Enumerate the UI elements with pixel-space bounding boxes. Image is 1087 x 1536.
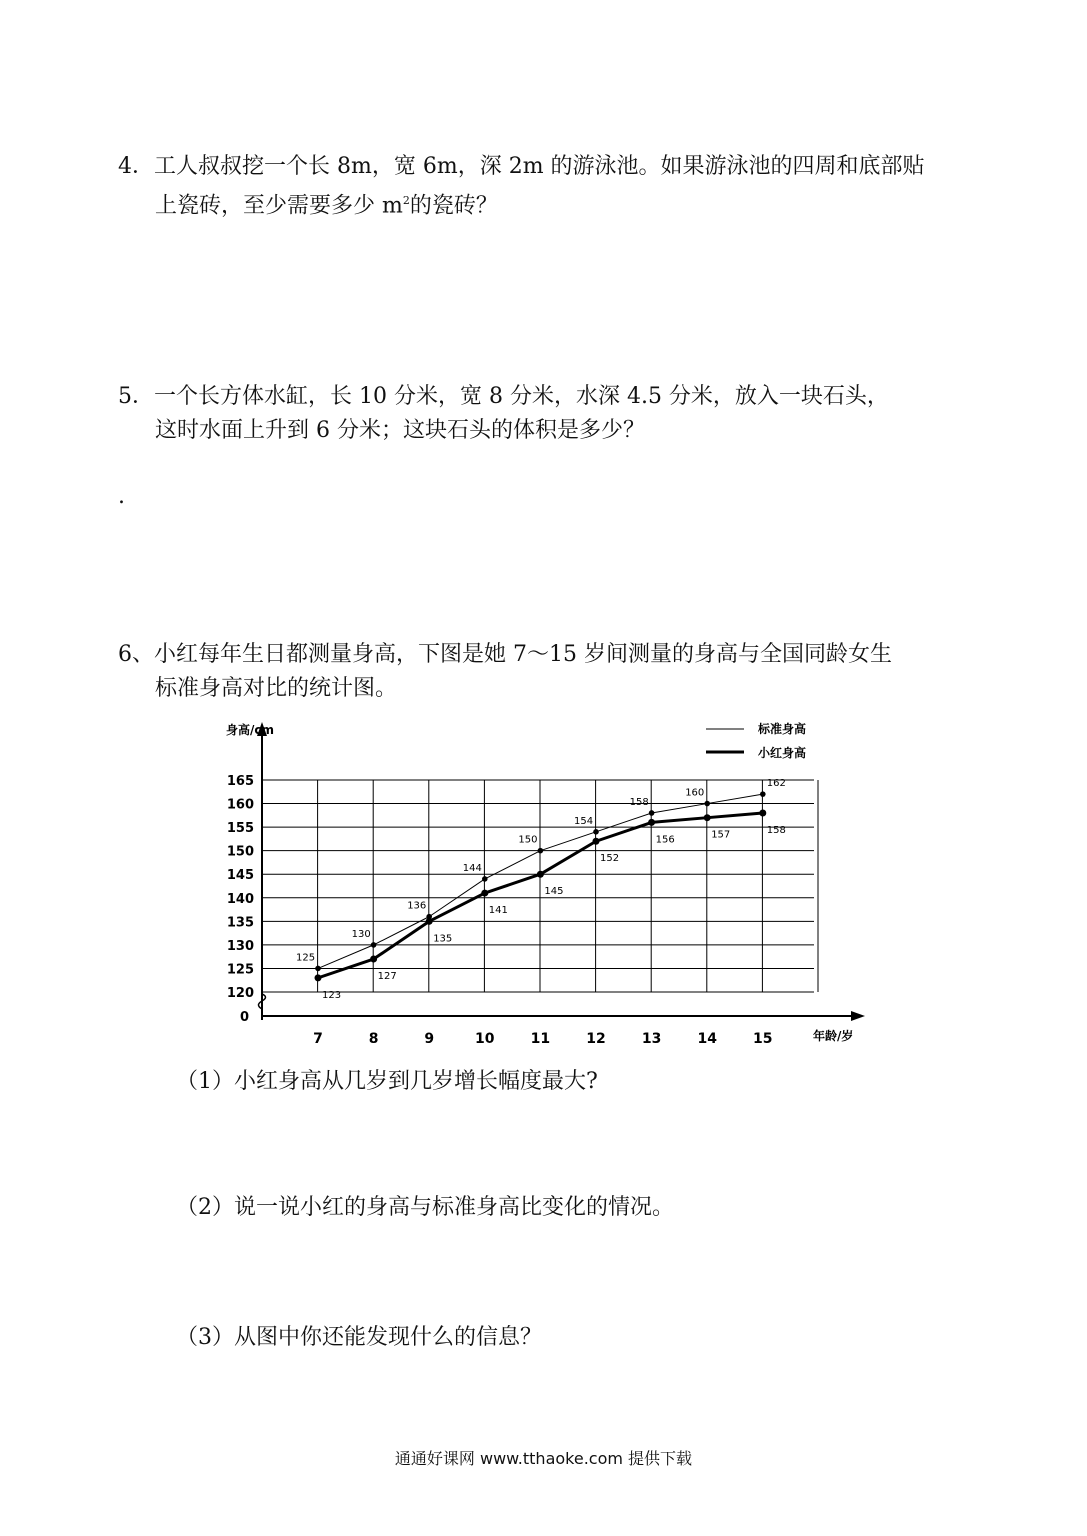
height-comparison-chart: [210, 712, 890, 1052]
stray-dot: .: [118, 484, 125, 509]
x-tick-label: 8: [368, 1031, 379, 1047]
data-label-xiaohong: 135: [433, 933, 453, 945]
y-tick-label: 155: [226, 821, 254, 837]
data-label-xiaohong: 123: [322, 989, 342, 1001]
footer-credit: 通通好课网 www.tthaoke.com 提供下载: [394, 1449, 693, 1468]
data-label-xiaohong: 156: [655, 834, 675, 846]
question-5-line-2: 这时水面上升到 6 分米；这块石头的体积是多少？: [155, 418, 645, 443]
data-point-standard: [760, 791, 766, 797]
x-tick-label: 12: [586, 1031, 606, 1047]
question-4-line-2-text: 上瓷砖，至少需要多少 m: [155, 193, 403, 219]
data-point-xiaohong: [370, 956, 377, 963]
question-4: [118, 150, 925, 223]
x-tick-label: 14: [697, 1031, 717, 1047]
x-tick-label: 11: [530, 1031, 551, 1047]
x-tick-labels: [313, 1031, 772, 1047]
legend-label-xiaohong: 小红身高: [758, 746, 807, 760]
data-label-standard: 125: [296, 952, 316, 964]
data-label-xiaohong: 141: [488, 905, 508, 917]
y-tick-label: 150: [226, 844, 254, 860]
y-axis-title: 身高/cm: [226, 723, 275, 737]
x-tick-label: 7: [313, 1031, 323, 1047]
data-point-xiaohong: [648, 819, 655, 826]
grid: [262, 780, 818, 992]
legend: [706, 721, 806, 760]
data-label-standard: 144: [462, 862, 482, 874]
data-point-standard: [315, 966, 321, 972]
question-6: [118, 638, 892, 706]
x-axis-arrow: [851, 1011, 865, 1021]
data-label-standard: 160: [685, 787, 705, 799]
y-tick-label: 120: [226, 986, 254, 1001]
question-4-line-1: 4．工人叔叔挖一个长 8m，宽 6m，深 2m 的游泳池。如果游泳池的四周和底部贴: [118, 154, 925, 179]
data-point-xiaohong: [481, 890, 488, 897]
data-point-standard: [482, 876, 488, 882]
y-tick-label: 130: [226, 938, 254, 954]
data-label-xiaohong: 158: [766, 824, 786, 836]
data-label-xiaohong: 157: [711, 829, 731, 841]
data-label-standard: 154: [574, 815, 594, 827]
y-tick-label: 135: [226, 915, 254, 931]
question-6-line-2: 标准身高对比的统计图。: [155, 676, 398, 701]
data-point-standard: [371, 942, 377, 948]
y-tick-label: 125: [226, 962, 254, 978]
y-tick-label: 140: [226, 891, 254, 907]
question-6-line-1: 6、小红每年生日都测量身高，下图是她 7～15 岁间测量的身高与全国同龄女生: [118, 642, 892, 667]
sub-question-2: （2）说一说小红的身高与标准身高比变化的情况。: [176, 1195, 674, 1220]
square-superscript: 2: [402, 194, 410, 207]
data-point-xiaohong: [315, 974, 322, 981]
question-5: [118, 380, 889, 448]
x-tick-label: 10: [475, 1031, 495, 1047]
question-5-line-1: 5．一个长方体水缸，长 10 分米，宽 8 分米，水深 4.5 分米，放入一块石头，: [118, 384, 889, 409]
data-label-xiaohong: 127: [377, 971, 397, 983]
data-point-xiaohong: [759, 809, 766, 816]
y-tick-label: 165: [226, 774, 254, 789]
sub-question-1: （1）小红身高从几岁到几岁增长幅度最大?: [176, 1069, 598, 1094]
y-zero-label: 0: [240, 1010, 250, 1025]
data-label-xiaohong: 152: [600, 853, 620, 865]
x-tick-label: 13: [641, 1031, 662, 1047]
data-point-xiaohong: [593, 838, 600, 845]
data-point-standard: [538, 848, 544, 854]
data-label-standard: 158: [629, 796, 649, 808]
data-labels: [296, 778, 786, 1001]
y-tick-label: 145: [226, 868, 254, 884]
question-4-line-2-end: 的瓷砖？: [409, 193, 498, 219]
data-point-standard: [649, 810, 655, 816]
data-point-xiaohong: [537, 871, 544, 878]
x-tick-label: 9: [424, 1031, 435, 1047]
data-label-standard: 130: [351, 928, 371, 940]
y-tick-label: 160: [226, 797, 254, 813]
x-tick-label: 15: [753, 1031, 773, 1047]
data-label-standard: 136: [407, 900, 427, 912]
x-axis-title: 年龄/岁: [813, 1029, 854, 1043]
data-point-standard: [704, 801, 710, 807]
data-point-xiaohong: [426, 918, 433, 925]
data-label-xiaohong: 145: [544, 886, 564, 898]
data-label-standard: 150: [518, 834, 538, 846]
legend-label-standard: 标准身高: [758, 722, 807, 736]
data-point-xiaohong: [704, 814, 711, 821]
data-label-standard: 162: [766, 778, 786, 790]
y-tick-labels: [227, 774, 254, 1001]
sub-question-3: （3）从图中你还能发现什么的信息？: [176, 1325, 542, 1350]
question-4-line-2: [118, 184, 925, 223]
data-point-standard: [593, 829, 599, 835]
